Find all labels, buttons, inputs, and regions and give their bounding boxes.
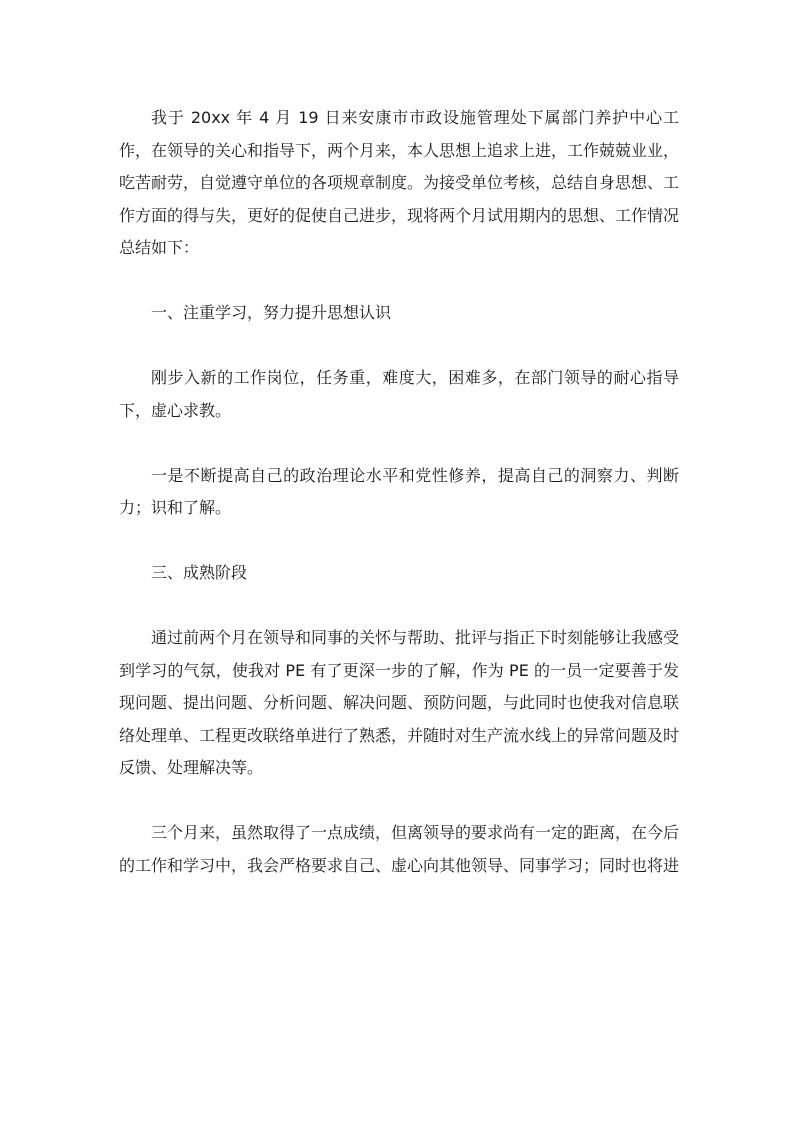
section-heading-mature: 三、成熟阶段 [151,563,248,582]
paragraph-spacer [119,525,679,558]
paragraph-new-post: 刚步入新的工作岗位，任务重，难度大，困难多，在部门领导的耐心指导下，虚心求教。 [119,368,679,420]
paragraph-conclusion: 三个月来，虽然取得了一点成绩，但离领导的要求尚有一定的距离，在今后的工作和学习中，我会严格要求自己、虚心向其他领导、同事学习；同时也将进 [119,823,680,875]
paragraph-pe-learning: 通过前两个月在领导和同事的关怀与帮助、批评与指正下时刻能够让我感受到学习的气氛，使我对 PE 有了更深一步的了解，作为 PE 的一员一定要善于发现问题、提出问题、分析问题、解决问题、预防问题，与此同时也使我对信息联络处理单、工程更改联络单进行了熟悉，并随时对生产流水线上的异常问题及时反馈、处理解决等。 [119,628,680,777]
paragraph-spacer [119,330,679,363]
document-body [119,102,679,882]
paragraph-intro: 我于 20xx 年 4 月 19 日来安康市市政设施管理处下属部门养护中心工作，在领导的关心和指导下，两个月来，本人思想上追求上进，工作兢兢业业，吃苦耐劳，自觉遵守单位的各项规章制度。为接受单位考核，总结自身思想、工作方面的得与失，更好的促使自己进步，现将两个月试用期内的思想、工作情况总结如下： [119,108,680,257]
section-heading-study: 一、注重学习，努力提升思想认识 [151,303,392,322]
paragraph-spacer [119,590,679,623]
paragraph-first-point: 一是不断提高自己的政治理论水平和党性修养，提高自己的洞察力、判断力；识和了解。 [119,465,679,517]
paragraph-spacer [119,427,679,460]
paragraph-spacer [119,265,679,298]
paragraph-spacer [119,785,679,818]
